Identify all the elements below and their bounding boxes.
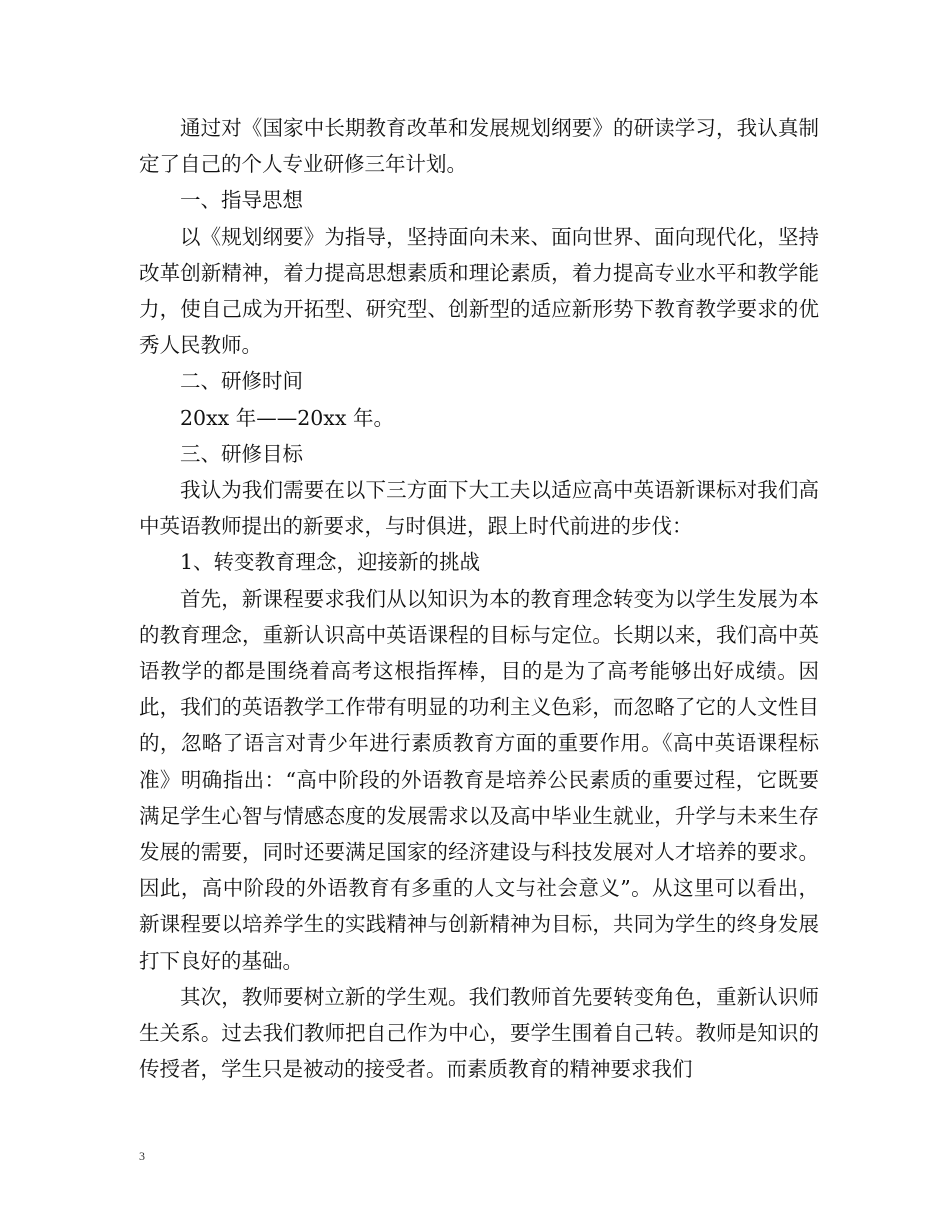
section-heading-study-goals: 三、研修目标: [180, 441, 303, 466]
intro-paragraph: 通过对《国家中长期教育改革和发展规划纲要》的研读学习，我认真制定了自己的个人专业研修三年计划。: [139, 116, 819, 177]
section-heading-guiding-ideology: 一、指导思想: [180, 188, 303, 213]
second-point-paragraph: 其次，教师要树立新的学生观。我们教师首先要转变角色，重新认识师生关系。过去我们教师把自己作为中心，要学生围着自己转。教师是知识的传授者，学生只是被动的接受者。而素质教育的精神要求我们: [139, 984, 819, 1082]
subheading-change-philosophy: 1、转变教育理念，迎接新的挑战: [180, 550, 481, 575]
guiding-ideology-paragraph: 以《规划纲要》为指导，坚持面向未来、面向世界、面向现代化，坚持改革创新精神，着力提高思想素质和理论素质，着力提高专业水平和教学能力，使自己成为开拓型、研究型、创新型的适应新形势下教育教学要求的优秀人民教师。: [139, 224, 819, 358]
section-heading-study-period: 二、研修时间: [180, 369, 303, 394]
first-point-paragraph: 首先，新课程要求我们从以知识为本的教育理念转变为以学生发展为本的教育理念，重新认识高中英语课程的目标与定位。长期以来，我们高中英语教学的都是围绕着高考这根指挥棒，目的是为了高考能够出好成绩。因此，我们的英语教学工作带有明显的功利主义色彩，而忽略了它的人文性目的，忽略了语言对青少年进行素质教育方面的重要作用。《高中英语课程标准》明确指出：“高中阶段的外语教育是培养公民素质的重要过程，它既要满足学生心智与情感态度的发展需求以及高中毕业生就业，升学与未来生存发展的需要，同时还要满足国家的经济建设与科技发展对人才培养的要求。因此，高中阶段的外语教育有多重的人文与社会意义”。从这里可以看出，新课程要以培养学生的实践精神与创新精神为目标，共同为学生的终身发展打下良好的基础。: [139, 586, 819, 973]
study-goals-paragraph: 我认为我们需要在以下三方面下大工夫以适应高中英语新课标对我们高中英语教师提出的新要求，与时俱进，跟上时代前进的步伐：: [139, 478, 819, 539]
page-number: 3: [139, 1149, 145, 1163]
study-period-paragraph: 20xx 年——20xx 年。: [180, 405, 394, 430]
document-body: [139, 110, 819, 1087]
